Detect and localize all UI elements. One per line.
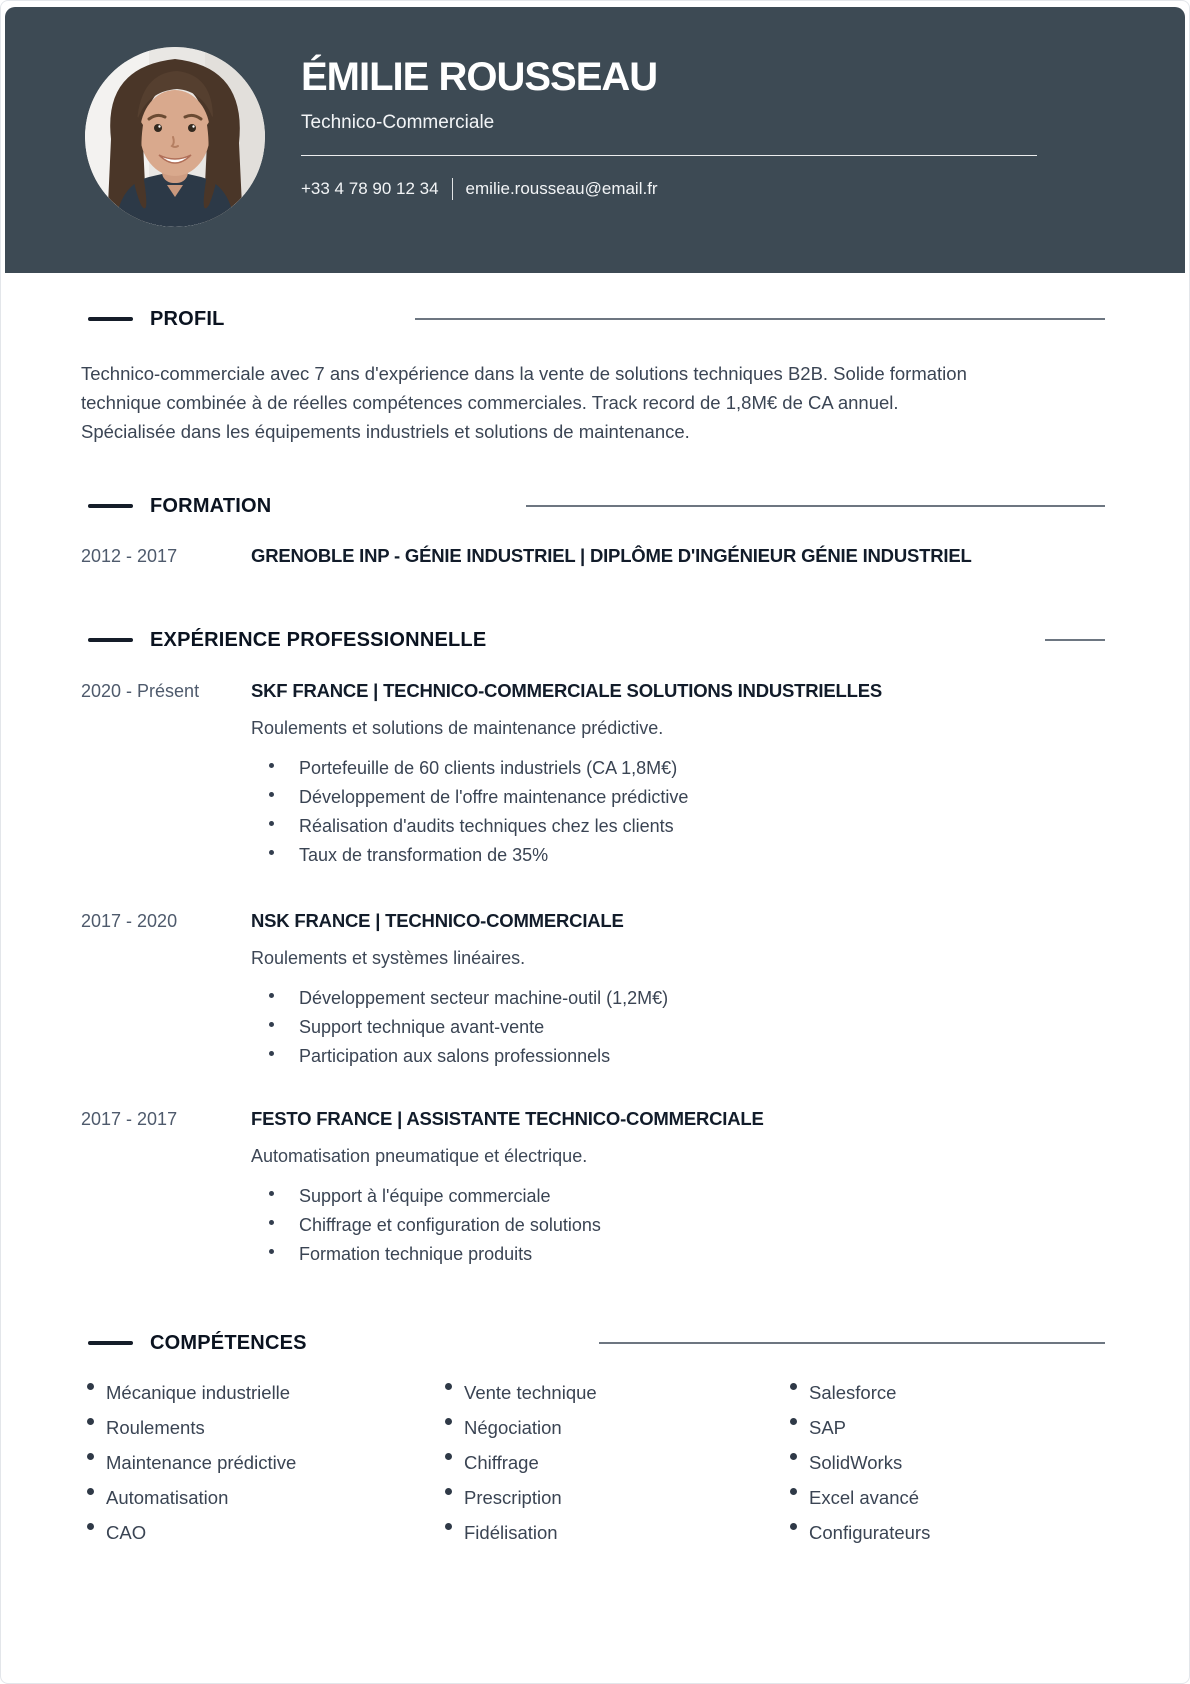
experience-bullet: Support technique avant-vente [251, 1013, 1105, 1042]
skill-item [439, 1382, 784, 1404]
skill-item [784, 1382, 1105, 1404]
skill-label: Roulements [106, 1417, 205, 1438]
experience-details [251, 679, 1105, 870]
skill-bullet-icon [87, 1488, 94, 1495]
skill-item [439, 1522, 784, 1544]
skill-item [784, 1452, 1105, 1474]
skill-item [81, 1452, 439, 1474]
experience-bullets [251, 754, 1105, 870]
experience-dates: 2020 - Présent [81, 681, 200, 701]
skill-item [439, 1417, 784, 1439]
section-title: EXPÉRIENCE PROFESSIONNELLE [150, 629, 487, 651]
section-heading-row [88, 627, 1105, 653]
heading-dash [88, 317, 133, 321]
skill-label: Prescription [464, 1487, 562, 1508]
skill-bullet-icon [445, 1488, 452, 1495]
experience-bullet: Participation aux salons professionnels [251, 1042, 1105, 1071]
section-title: COMPÉTENCES [150, 1332, 307, 1354]
skill-bullet-icon [445, 1418, 452, 1425]
skill-item [81, 1522, 439, 1544]
skill-label: CAO [106, 1522, 147, 1543]
heading-dash [88, 638, 133, 642]
experience-dates: 2017 - 2020 [81, 911, 178, 931]
skill-label: Excel avancé [809, 1487, 920, 1508]
experience-entry [81, 909, 1105, 1071]
experience-entry [81, 1107, 1105, 1269]
experience-bullet: Chiffrage et configuration de solutions [251, 1211, 1105, 1240]
resume-header [5, 7, 1185, 273]
skill-label: SolidWorks [809, 1452, 903, 1473]
contact-separator [452, 178, 453, 200]
experience-bullet: Développement secteur machine-outil (1,2M€) [251, 984, 1105, 1013]
formation-entries [81, 544, 1105, 568]
skill-bullet-icon [790, 1523, 797, 1530]
heading-rule [599, 1342, 1105, 1344]
skill-label: Vente technique [464, 1382, 597, 1403]
section-profil [81, 306, 1105, 446]
experience-bullet: Réalisation d'audits techniques chez les clients [251, 812, 1105, 841]
skill-item [439, 1452, 784, 1474]
avatar [85, 47, 265, 227]
skill-item [81, 1417, 439, 1439]
section-formation [81, 493, 1105, 568]
email-address: emilie.rousseau@email.fr [465, 179, 658, 198]
skills-column [439, 1382, 784, 1544]
resume-body [1, 306, 1189, 1544]
skill-item [784, 1487, 1105, 1509]
section-experience [81, 627, 1105, 1269]
skill-label: Automatisation [106, 1487, 229, 1508]
experience-entry [81, 679, 1105, 870]
experience-subtitle: Roulements et solutions de maintenance prédictive. [251, 718, 664, 738]
skill-label: Maintenance prédictive [106, 1452, 297, 1473]
contact-row [301, 178, 1037, 200]
skill-item [784, 1417, 1105, 1439]
experience-subtitle: Roulements et systèmes linéaires. [251, 948, 526, 968]
heading-dash [88, 1341, 133, 1345]
header-text-block [301, 7, 1037, 200]
skill-bullet-icon [87, 1453, 94, 1460]
experience-details [251, 909, 1105, 1071]
experience-bullet: Portefeuille de 60 clients industriels (CA 1,8M€) [251, 754, 1105, 783]
heading-rule [415, 318, 1105, 320]
skill-label: Fidélisation [464, 1522, 558, 1543]
section-competences [81, 1330, 1105, 1544]
section-heading-row [88, 1330, 1105, 1356]
experience-bullet: Support à l'équipe commerciale [251, 1182, 1105, 1211]
skill-bullet-icon [790, 1453, 797, 1460]
skill-bullet-icon [790, 1383, 797, 1390]
skill-item [81, 1382, 439, 1404]
skill-bullet-icon [87, 1383, 94, 1390]
section-title: PROFIL [150, 308, 225, 330]
skill-bullet-icon [87, 1523, 94, 1530]
formation-title: GRENOBLE INP - GÉNIE INDUSTRIEL | DIPLÔME D'INGÉNIEUR GÉNIE INDUSTRIEL [251, 545, 972, 566]
skill-item [784, 1522, 1105, 1544]
formation-entry [81, 544, 1105, 568]
experience-dates: 2017 - 2017 [81, 1109, 178, 1129]
experience-bullets [251, 984, 1105, 1071]
skill-label: SAP [809, 1417, 847, 1438]
experience-details [251, 1107, 1105, 1269]
profile-paragraph: Technico-commerciale avec 7 ans d'expérience dans la vente de solutions techniques B2B. Solide formation technique combinée à de réelles compétences commerciales. Track record de 1,8M€ de CA annuel. Spécialisée dans les équipements industriels et solutions de maintenance. [81, 363, 967, 442]
skill-label: Mécanique industrielle [106, 1382, 291, 1403]
skills-column [81, 1382, 439, 1544]
heading-rule [1045, 639, 1105, 641]
skills-grid [81, 1382, 1105, 1544]
skill-bullet-icon [790, 1418, 797, 1425]
experience-entries [81, 679, 1105, 1269]
experience-bullet: Taux de transformation de 35% [251, 841, 1105, 870]
phone-number: +33 4 78 90 12 34 [301, 179, 439, 198]
experience-bullets [251, 1182, 1105, 1269]
avatar-illustration [85, 47, 265, 227]
person-name: ÉMILIE ROUSSEAU [301, 55, 658, 99]
person-job-title: Technico-Commerciale [301, 112, 495, 133]
section-title: FORMATION [150, 495, 272, 517]
experience-title: SKF FRANCE | TECHNICO-COMMERCIALE SOLUTIONS INDUSTRIELLES [251, 680, 882, 701]
skill-bullet-icon [445, 1523, 452, 1530]
experience-title: NSK FRANCE | TECHNICO-COMMERCIALE [251, 910, 624, 931]
formation-dates: 2012 - 2017 [81, 546, 178, 566]
skill-label: Chiffrage [464, 1452, 539, 1473]
header-divider [301, 155, 1037, 156]
experience-title: FESTO FRANCE | ASSISTANTE TECHNICO-COMMERCIALE [251, 1108, 764, 1129]
skill-label: Configurateurs [809, 1522, 931, 1543]
section-heading-row [88, 306, 1105, 332]
skill-item [439, 1487, 784, 1509]
skill-bullet-icon [87, 1418, 94, 1425]
heading-rule [526, 505, 1105, 507]
section-heading-row [88, 493, 1105, 519]
experience-bullet: Développement de l'offre maintenance prédictive [251, 783, 1105, 812]
skill-bullet-icon [445, 1383, 452, 1390]
skill-label: Salesforce [809, 1382, 897, 1403]
skill-bullet-icon [445, 1453, 452, 1460]
heading-dash [88, 504, 133, 508]
skill-label: Négociation [464, 1417, 562, 1438]
skills-column [784, 1382, 1105, 1544]
skill-bullet-icon [790, 1488, 797, 1495]
experience-subtitle: Automatisation pneumatique et électrique. [251, 1146, 588, 1166]
experience-bullet: Formation technique produits [251, 1240, 1105, 1269]
skill-item [81, 1487, 439, 1509]
